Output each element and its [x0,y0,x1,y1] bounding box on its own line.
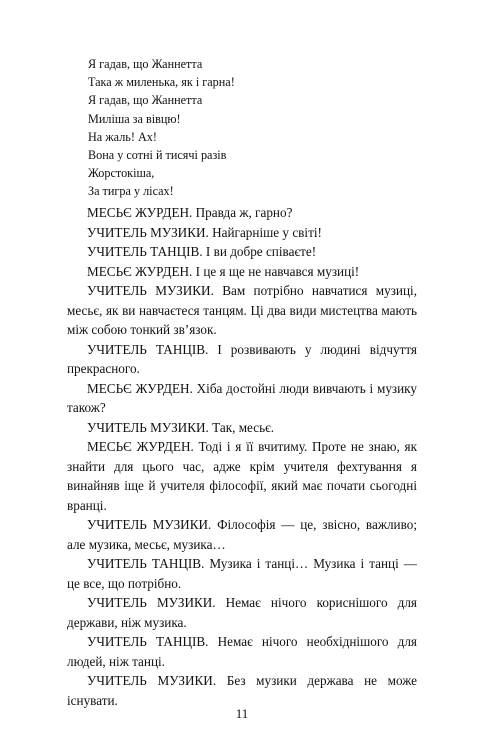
dialogue-paragraph: УЧИТЕЛЬ МУЗИКИ. Філософія — це, звісно, важливо; але музика, месьє, музика… [67,517,417,552]
verse-line: Така ж миленька, як і гарна! [88,75,235,90]
dialogue-paragraph: УЧИТЕЛЬ ТАНЦІВ. І розвивають у людині відчуття прекрасного. [67,341,417,376]
dialogue-paragraph: МЕСЬЄ ЖУРДЕН. Хіба достойні люди вивчають і музику також? [67,380,417,415]
dialogue-paragraph: МЕСЬЄ ЖУРДЕН. І це я ще не навчався музиці! [87,263,360,279]
dialogue-paragraph: МЕСЬЄ ЖУРДЕН. Правда ж, гарно? [87,205,293,220]
dialogue-paragraph: УЧИТЕЛЬ ТАНЦІВ. Музика і танці… Музика і танці — це все, що потрібно. [67,556,417,591]
dialogue-text [67,203,417,710]
verse-line: На жаль! Ах! [88,129,157,144]
page-number: 11 [235,706,249,721]
dialogue-paragraph: УЧИТЕЛЬ МУЗИКИ. Без музики держава не може існувати. [67,673,417,708]
dialogue-paragraph: УЧИТЕЛЬ ТАНЦІВ. Немає нічого необхіднішого для людей, ніж танці. [67,634,417,669]
verse-line: Вона у сотні й тисячі разів [88,148,227,163]
dialogue-paragraph: МЕСЬЄ ЖУРДЕН. Тоді і я її вчитиму. Проте не знаю, як знайти для цього час, адже крім учителя фехтування я винайняв іще й учителя філософії, який має почати сьогодні вранці. [67,439,417,513]
dialogue-paragraph: УЧИТЕЛЬ МУЗИКИ. Найгарніше у світі! [87,224,322,240]
dialogue-paragraph: УЧИТЕЛЬ МУЗИКИ. Вам потрібно навчатися музиці, месьє, як ви навчаєтеся танцям. Ці два види мистецтва мають між собою тонкий зв’язок. [67,283,417,337]
verse-line: Я гадав, що Жаннетта [88,93,203,108]
dialogue-paragraph: УЧИТЕЛЬ МУЗИКИ. Немає нічого кориснішого для держави, ніж музика. [67,595,417,630]
verse-line: Жорстокіша, [88,166,155,181]
verse-line: За тигра у лісах! [88,184,174,199]
dialogue-paragraph: УЧИТЕЛЬ ТАНЦІВ. І ви добре співаєте! [87,244,317,259]
song-verse [88,55,235,201]
dialogue-paragraph: УЧИТЕЛЬ МУЗИКИ. Так, месьє. [87,419,275,435]
verse-line: Я гадав, що Жаннетта [88,57,203,71]
verse-line: Миліша за вівцю! [88,111,181,126]
